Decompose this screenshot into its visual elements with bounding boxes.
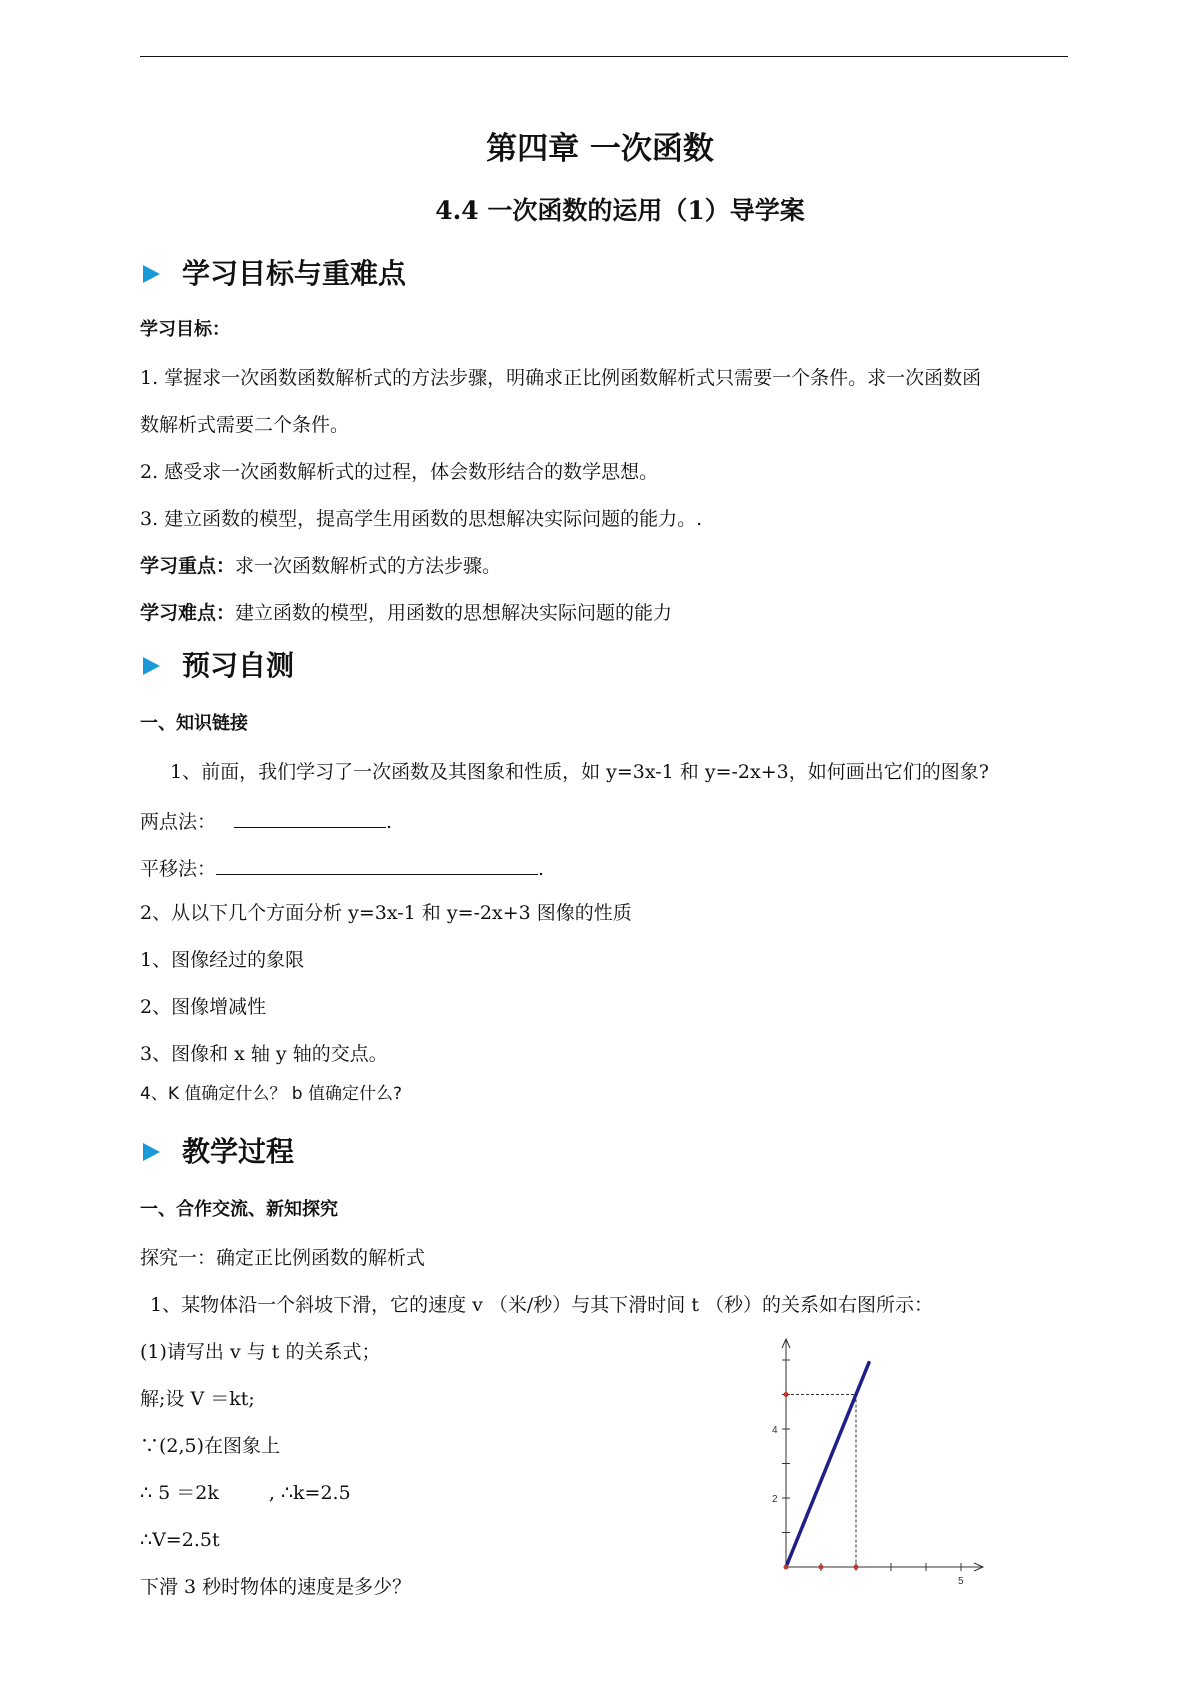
triangle-bullet-icon: [143, 657, 160, 675]
property-item-2: 2、图像增减性: [140, 996, 267, 1018]
question-3s: 下滑 3 秒时物体的速度是多少？: [140, 1576, 412, 1598]
difficulty-label: 学习难点：: [140, 602, 236, 624]
goal-2: 2. 感受求一次函数解析式的过程，体会数形结合的数学思想。: [140, 461, 659, 483]
period: .: [386, 811, 393, 833]
velocity-time-graph: [760, 1335, 1000, 1595]
solution-line-3: [140, 1481, 351, 1505]
explore-1: 探究一：确定正比例函数的解析式: [140, 1247, 426, 1269]
solution-line-2: ∵(2,5)在图象上: [140, 1435, 281, 1457]
two-point-method: [140, 807, 392, 834]
goals-label: 学习目标：: [140, 319, 230, 340]
y-tick-label: 2: [772, 1494, 778, 1505]
solution-line-4: ∴V=2.5t: [140, 1529, 220, 1551]
section-heading-text: 预习自测: [182, 649, 295, 682]
point-marker: [784, 1565, 789, 1570]
point-marker: [854, 1565, 859, 1570]
triangle-bullet-icon: [143, 1143, 160, 1161]
key-text: 求一次函数解析式的方法步骤。: [235, 555, 502, 577]
point-marker: [819, 1565, 824, 1570]
question-2: 2、从以下几个方面分析 y=3x-1 和 y=-2x+3 图像的性质: [140, 902, 632, 924]
point-marker: [784, 1392, 789, 1397]
goal-1-line-1: 1. 掌握求一次函数函数解析式的方法步骤，明确求正比例函数解析式只需要一个条件。求一次函数函: [140, 367, 982, 389]
period: .: [538, 858, 545, 880]
x-tick-label: 5: [958, 1576, 964, 1587]
triangle-bullet-icon: [143, 265, 160, 283]
difficulty-point: [140, 601, 672, 625]
property-item-1: 1、图像经过的象限: [140, 949, 305, 971]
section-heading-text: 学习目标与重难点: [182, 257, 407, 290]
goal-1-line-2: 数解析式需要二个条件。: [140, 414, 350, 436]
difficulty-text: 建立函数的模型，用函数的思想解决实际问题的能力: [235, 602, 673, 624]
section-heading-text: 教学过程: [182, 1135, 295, 1168]
goal-3: 3. 建立函数的模型，提高学生用函数的思想解决实际问题的能力。.: [140, 508, 703, 530]
lesson-title: 4.4 一次函数的运用（1）导学案: [435, 196, 805, 225]
chapter-title: 第四章 一次函数: [486, 131, 714, 167]
translation-method: [140, 854, 544, 881]
key-point: [140, 554, 501, 578]
solution-line-3a: ∴ 5 ＝2k: [140, 1482, 219, 1504]
header-rule: [140, 56, 1068, 57]
problem-1: 1、某物体沿一个斜坡下滑，它的速度 v （米/秒）与其下滑时间 t （秒）的关系如右图所示：: [150, 1294, 934, 1316]
translate-label: 平移法：: [140, 858, 217, 880]
series-line: [786, 1363, 869, 1567]
part-1: (1)请写出 v 与 t 的关系式；: [140, 1341, 381, 1363]
solution-line-3b: , ∴k=2.5: [268, 1482, 351, 1504]
question-1: 1、前面，我们学习了一次函数及其图象和性质，如 y=3x-1 和 y=-2x+3，如何画出它们的图象?: [170, 761, 989, 783]
translate-blank[interactable]: [216, 854, 538, 875]
y-tick-label: 4: [772, 1425, 778, 1436]
property-item-3: 3、图像和 x 轴 y 轴的交点。: [140, 1043, 388, 1065]
knowledge-link-heading: 一、知识链接: [140, 713, 248, 734]
two-point-blank[interactable]: [234, 807, 386, 828]
solution-line-1: 解;设 V ＝kt;: [140, 1388, 255, 1410]
two-point-label: 两点法：: [140, 811, 217, 833]
key-label: 学习重点：: [140, 555, 236, 577]
cooperation-heading: 一、合作交流、新知探究: [140, 1199, 338, 1220]
property-item-4: 4、K 值确定什么？ b 值确定什么?: [140, 1084, 402, 1104]
